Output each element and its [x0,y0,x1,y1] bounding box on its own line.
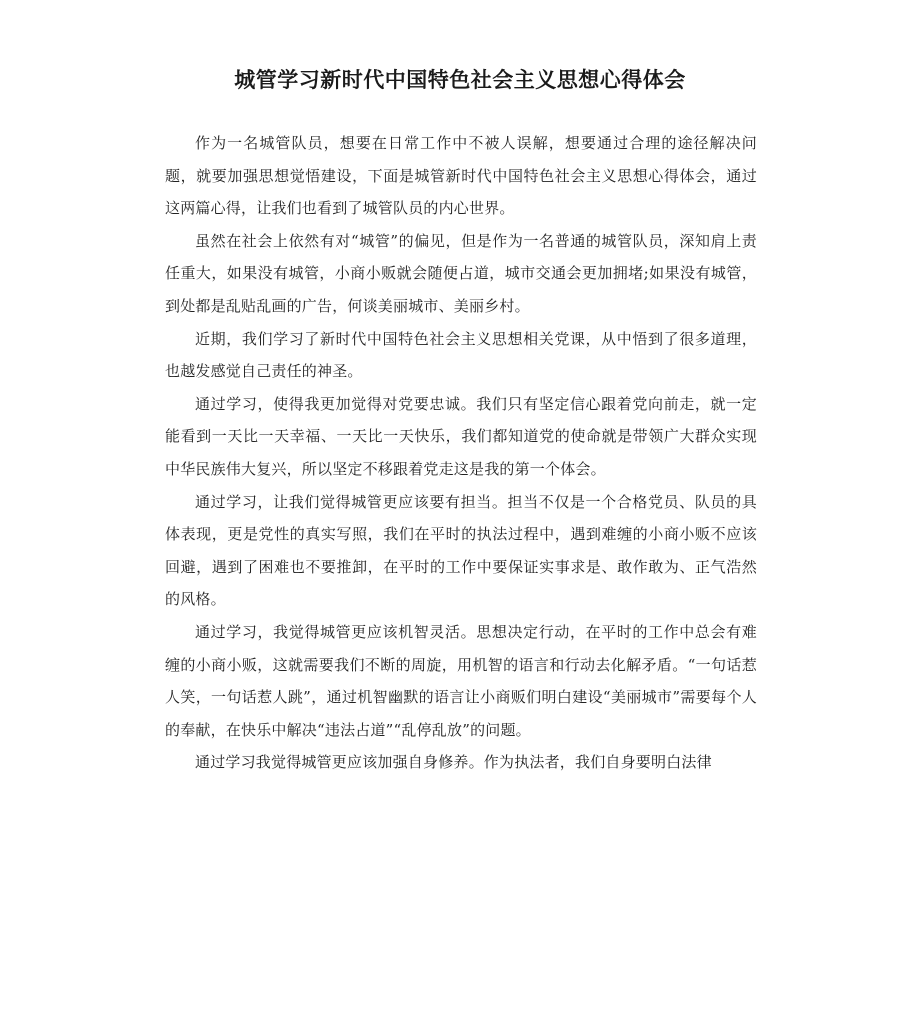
document-title: 城管学习新时代中国特色社会主义思想心得体会 [234,68,686,92]
paragraph-7: 通过学习我觉得城管更应该加强自身修养。作为执法者，我们自身要明白法律 [195,753,712,772]
paragraph-4: 通过学习，使得我更加觉得对党要忠诚。我们只有坚定信心跟着党向前走，就一定能看到一天比一天幸福、一天比一天快乐，我们都知道党的使命就是带领广大群众实现中华民族伟大复兴，所以坚定不移跟着党走这是我的第一个体会。 [165,394,757,478]
paragraph-6: 通过学习，我觉得城管更应该机智灵活。思想决定行动，在平时的工作中总会有难缠的小商小贩，这就需要我们不断的周旋，用机智的语言和行动去化解矛盾。“一句话惹人笑，一句话惹人跳”，通过机智幽默的语言让小商贩们明白建设“美丽城市”需要每个人的奉献，在快乐中解决“违法占道”“乱停乱放”的问题。 [165,622,757,739]
paragraph-1: 作为一名城管队员，想要在日常工作中不被人误解，想要通过合理的途径解决问题，就要加强思想觉悟建设，下面是城管新时代中国特色社会主义思想心得体会，通过这两篇心得，让我们也看到了城管队员的内心世界。 [165,134,757,218]
document-body [165,127,757,779]
paragraph-5: 通过学习，让我们觉得城管更应该要有担当。担当不仅是一个合格党员、队员的具体表现，更是党性的真实写照，我们在平时的执法过程中，遇到难缠的小商小贩不应该回避，遇到了困难也不要推卸，在平时的工作中要保证实事求是、敢作敢为、正气浩然的风格。 [165,492,757,609]
paragraph-2: 虽然在社会上依然有对“城管”的偏见，但是作为一名普通的城管队员，深知肩上责任重大，如果没有城管，小商小贩就会随便占道，城市交通会更加拥堵;如果没有城管，到处都是乱贴乱画的广告，何谈美丽城市、美丽乡村。 [165,231,757,315]
paragraph-3: 近期，我们学习了新时代中国特色社会主义思想相关党课，从中悟到了很多道理，也越发感觉自己责任的神圣。 [165,329,757,381]
